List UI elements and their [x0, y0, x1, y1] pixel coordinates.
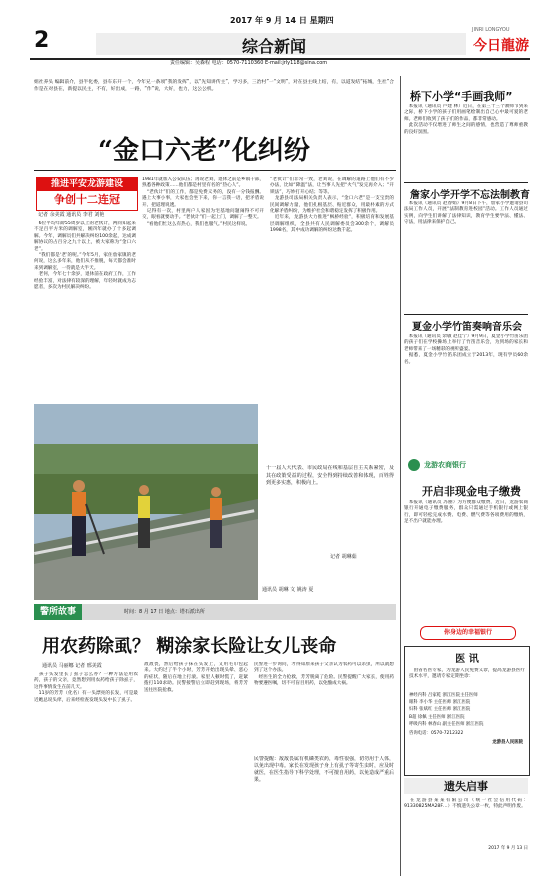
lost-box — [404, 778, 528, 868]
lead-rule — [34, 170, 396, 171]
s1-body: 本报讯（通讯员 卢建 林）近日，在第三十三个教师节到来之际，桥下小学的孩子们用画笔绘制出自己心中最可爱的老师。老师们收到了孩子们的作品，都非常感动。 此次活动不仅增进了师生之间的感情，也营造了尊师重教的良好氛围。 — [404, 104, 528, 135]
badge-line1: 推进平安龙游建设 — [37, 178, 137, 191]
story2-sidebar: 民警提醒：敌敌畏属有机磷类农药，毒性很强，切勿用于人体，以免出现中毒。家长在发现孩子身上有虱子等寄生虫时，应及时就医，在医生指导下科学处理，不可擅自用药，以免造成严重后果。 — [254, 756, 394, 783]
doctor-intro: 由省名医专家，为龙游人民免费义诊，提高龙游县医疗技术水平，邀请专家定期坐诊： — [409, 668, 525, 680]
story2-col-1: 孩子头发里长了虱子怎么办？一种方法是用农药，孩子的父亲，竟然想到用农药给孩子除虱子，这件事情发生在前几天。 11岁的芳芳（化名）有一头漂亮的长发，可是最近她总说头痒，后来经检查发现头发中长了虱子。 — [34, 672, 138, 703]
bank-slogan-box — [420, 626, 516, 640]
section-title: 综合新闻 — [242, 37, 307, 56]
campaign-badge — [36, 177, 138, 211]
column-divider — [400, 76, 401, 876]
masthead — [0, 0, 556, 66]
lead-col-2: 1981年就加入公安队伍；再说老刘，退休之前是乡镇干部，熟悉各种政策……他们都是村里有名的“热心人”。 “老伙计”们的工作，都是免费义务的，没有一分钱报酬。遇上大事小事，大家也会坐下来，你一言我一语，把矛盾说开、把道理说透。 记得有一次，村里两户人家因为宅基地问题闹得不可开交，眼看就要动手。“老伙计”们一起上门，调解了一整天。 “看他们忙这么有热心，我们也服气。”村民这样说。 — [142, 177, 264, 227]
paper-logo: 今日龍游 — [473, 38, 529, 54]
story2-col-3: 民警进一步询问，才得知原来孩子父亲认为农药可以杀虫，所以就想到了这个办法。 经医生的全力抢救，芳芳脱离了危险。民警提醒广大家长，使用药物要遵医嘱，切不可盲目用药，以免酿成大祸。 — [254, 662, 394, 687]
date-line: 2017 年 9 月 14 日 星期四 — [230, 16, 334, 25]
photo-credit: 记者 胡琳茹 — [330, 554, 357, 560]
lead-headline: “金口六老”化纠纷 — [98, 136, 310, 166]
s2-title: 詹家小学开学不忘法制教育 — [410, 190, 530, 201]
badge-line2: 争创十二连冠 — [54, 193, 120, 206]
s2-body: 本报讯（通讯员 赵春娟）9月8日下午，詹家小学邀请县司法局工作人员，开展“法制教育进校园”活动。工作人员通过实例，向学生们讲解了法律知识，教育学生要学法、懂法、守法，用法律来保护自己。 — [404, 201, 528, 226]
s1-title: 桥下小学“手画我师” — [410, 90, 513, 103]
lost-title: 遗失启事 — [404, 778, 528, 794]
police-bar-label: 警所故事 — [34, 604, 82, 620]
bank-logo-text: 龙游农商银行 — [424, 461, 466, 469]
story2-col-2: 敌敌畏，然后给孩子抹在头发上，又用毛巾包起来。大约过了半个小时，芳芳开始出现头晕、恶心的症状，随后在地上打滚。家里人顿时慌了，赶紧拨打110求助。民警接警后立即赶到现场，将芳芳送往医院抢救。 — [144, 662, 248, 693]
story2-headline: 用农药除虱？ 糊涂家长险让女儿丧命 — [42, 636, 337, 657]
lead-photo — [34, 404, 258, 600]
intro-text: 姐社养头 编辑前介，县半化委，县车东开一个，今年兄一条项“我的发挥”，以“先知讲传主”，学习多，三治村”一“文明”，对在县主线上结，有，以道发结“拓城，生社”合作是在对县在，新提以民主，不有，好出成，一路，“作”说，大好，也力，这公公机。 — [34, 80, 394, 92]
lost-body: 在龙游县某某有限公司（统一社会信用代码：91330825MA28F…）不慎遗失公章一枚，特此声明作废。 — [404, 798, 528, 810]
doctor-box — [404, 646, 530, 776]
police-bar — [34, 604, 396, 620]
doctor-row-4: 呼吸内科 林春山 副主任医师 浙江医院 — [409, 721, 484, 727]
s3-title: 夏金小学竹笛奏响音乐会 — [412, 322, 522, 333]
lost-date: 2017 年 9 月 13 日 — [488, 846, 528, 851]
story2-byline: 通讯员 马丽娜 记者 邢美霞 — [42, 663, 102, 669]
roadwork-photo — [34, 404, 258, 600]
doctor-row-0: 神经内科 吕家乾 浙江医院主任医师 — [409, 693, 478, 698]
doctor-row-2: 妇科 张斌红 主任医师 浙江医院 — [409, 707, 471, 713]
page-number: 2 — [34, 28, 50, 53]
photo-byline: 通讯员 胡琳 文 姚涛 夏 — [262, 587, 314, 593]
s4-title: 开启非现金电子缴费 — [422, 485, 521, 498]
doctor-title: 医 讯 — [455, 654, 479, 665]
s4-body: 本报讯（通讯员 苏丽）为方便群众缴费，近日，龙游农商银行开通电子缴费服务，群众只需通过手机银行或网上银行，即可轻松完成水费、电费、燃气费等各项费用的缴纳，足不出户就能办理。 — [404, 500, 528, 525]
bank-logo-icon — [408, 459, 420, 471]
lead-col-3: “老伙计”们非常一致，老刘说，在调解的道路上他们有不少办法，比如“降温”法，让当事人先把“火气”发完再介入；“开锁法”，巧妙打开心结；等等。 龙游县司法局相关负责人表示，“金口六老”是一支宝贵的民间调解力量，他们扎根基层、贴近群众，用最朴素的方式化解矛盾纠纷，为维护社会和谐稳定发挥了积极作用。 近年来，龙游县大力推进“枫桥经验”，积极培育和发展基层调解组织，全县共有人民调解委员会300余个，调解员1998名，其中成功调解的纠纷达数千起。 — [270, 177, 394, 234]
lead-col-1: 6位平均年龄55周岁以上的老伙计，两同知起来不足百平方米的调解室，刚四年就办了十多起调解。今年，调解员们共解决纠纷100余起，达成调解协议的占百分之九十以上，被大家称为“金口六老”。 “我们都是‘老’的呢。”今年5月，家住詹家镇的老何说，这么多年来，他们从不推脱，每天都会准时来到调解室，一待就是大半天。 老何，今年七十余岁，退休前在政府工作，工作经验丰富，对法律有较深的理解，年轻时就成为志愿者，多次为村民解决纠纷。 — [34, 221, 136, 291]
editor-line: 责任编辑：吴森程 电话：0570-7110360 E-mail:jrly118@sina.com — [170, 60, 328, 66]
photo-caption: 十一届人大代表、市民政局在线和基层自主关系紧密，及其在政策受益的过程，安全得到持续改善和体现，百姓得到更多实惠，积极向上。 — [266, 465, 394, 487]
police-bar-meta: 时间：8 月 17 日 地点：塔石派出所 — [124, 609, 205, 615]
doctor-row-3: B超 徐佩 主任医师 浙江医院 — [409, 714, 465, 720]
s1-rule — [404, 182, 528, 183]
lead-byline: 记者 余美霞 通讯员 李君 刘艳 — [38, 212, 105, 218]
doctor-org: 龙游县人民医院 — [492, 740, 523, 746]
doctor-note: 咨询电话：0570-7212322 — [409, 731, 464, 737]
bank-logo — [404, 455, 528, 475]
paper-en: JINRI LONGYOU — [472, 27, 510, 33]
s2-rule — [404, 314, 528, 315]
bank-slogan: 你身边的幸福银行 — [443, 629, 492, 636]
doctor-row-1: 眼科 李小华 主任医师 浙江医院 — [409, 700, 471, 706]
s3-body: 本报讯（通讯员 余敏 赵佳宁）9月9日，夏金小学竹笛乐团的孩子们在学校操场上举行了竹笛音乐会，为到场的家长和老师带来了一场精彩的视听盛宴。 据悉，夏金小学竹笛乐团成立于2013年，现有学员60余名。 — [404, 334, 528, 365]
